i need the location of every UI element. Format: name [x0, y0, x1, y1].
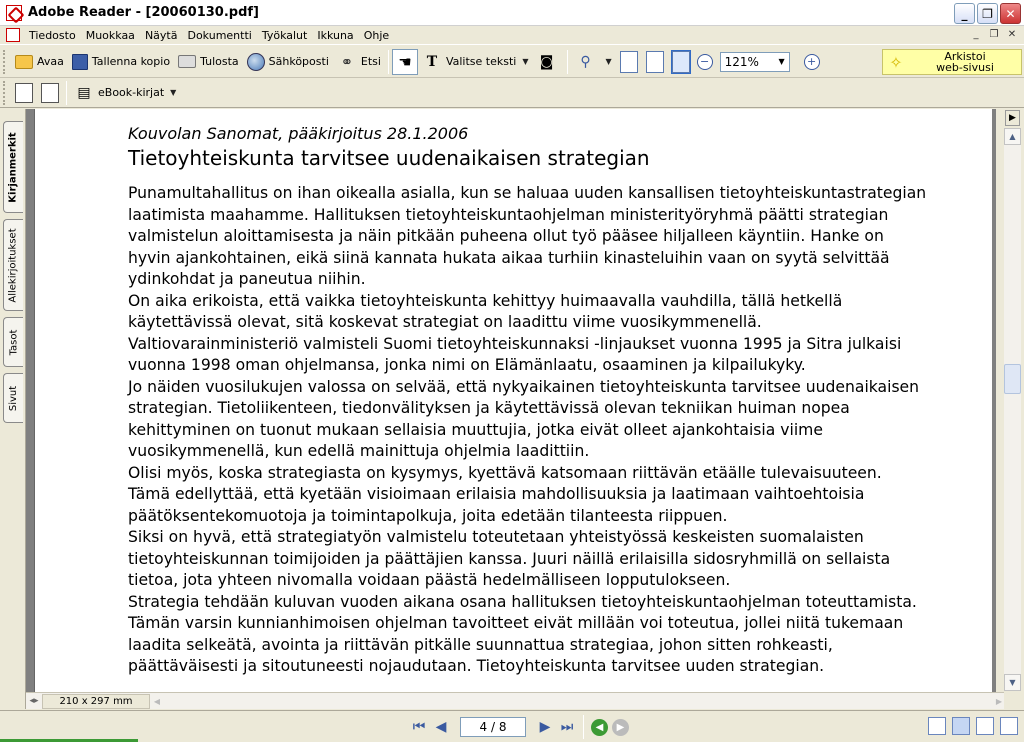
document-view[interactable]: [26, 109, 996, 692]
menu-document[interactable]: Dokumentti: [187, 28, 252, 42]
menu-edit[interactable]: Muokkaa: [85, 28, 135, 42]
previous-page-icon[interactable]: ◀: [435, 719, 447, 735]
vertical-scrollbar[interactable]: [1004, 128, 1021, 691]
toolbar-separator: [567, 50, 568, 74]
scroll-left-arrow-icon[interactable]: ◀: [153, 696, 161, 706]
select-text-button[interactable]: [418, 49, 533, 75]
scroll-up-arrow-icon[interactable]: ▲: [1004, 128, 1021, 145]
fit-width-icon[interactable]: [672, 51, 690, 73]
document-icon[interactable]: [6, 28, 20, 42]
close-button[interactable]: ✕: [1000, 3, 1021, 24]
save-copy-label: Tallenna kopio: [91, 55, 171, 68]
restore-button[interactable]: ❐: [977, 3, 998, 24]
main-toolbar: [0, 46, 1024, 78]
menu-view[interactable]: Näytä: [144, 28, 178, 42]
select-text-dropdown-icon[interactable]: ▼: [522, 57, 529, 66]
scroll-down-arrow-icon[interactable]: ▼: [1004, 674, 1021, 691]
printer-icon: [178, 55, 196, 68]
status-separator: [583, 715, 584, 739]
tab-pages-label: Sivut: [8, 385, 19, 411]
article-source: Kouvolan Sanomat, pääkirjoitus 28.1.2006: [128, 124, 469, 143]
print-button[interactable]: [174, 49, 243, 75]
rotate-page-icon[interactable]: [15, 83, 33, 103]
pdf-page: [34, 109, 992, 692]
window-title: Adobe Reader - [20060130.pdf]: [28, 5, 259, 20]
navigation-tabs: [0, 109, 26, 709]
ebooks-label: eBook-kirjat: [98, 86, 165, 99]
document-window-controls: [968, 27, 1020, 42]
title-bar: [0, 0, 1024, 26]
page-number-field[interactable]: 4 / 8: [460, 717, 526, 737]
toolbar-separator: [66, 81, 67, 105]
minimize-button[interactable]: _: [954, 3, 975, 24]
resize-handle-icon[interactable]: ◂▸: [29, 696, 39, 706]
snapshot-button[interactable]: [532, 49, 564, 75]
tab-layers[interactable]: [3, 317, 23, 367]
rotate-back-icon[interactable]: [41, 83, 59, 103]
status-bar: [0, 710, 1024, 742]
ebooks-button[interactable]: [70, 80, 180, 106]
email-label: Sähköposti: [268, 55, 329, 68]
hand-icon: ☚: [398, 52, 412, 71]
fit-page-icon[interactable]: [646, 51, 664, 73]
horizontal-scrollbar[interactable]: [26, 692, 1004, 709]
page-layout-buttons: [928, 717, 1018, 735]
first-page-icon[interactable]: ⏮: [412, 719, 426, 735]
facing-layout-icon[interactable]: [976, 717, 994, 735]
select-text-label: Valitse teksti: [445, 55, 517, 68]
zoom-in-icon[interactable]: +: [804, 54, 820, 70]
open-button[interactable]: [11, 49, 68, 75]
actual-size-icon[interactable]: [620, 51, 638, 73]
camera-icon: ◙: [539, 53, 554, 70]
ebooks-dropdown-icon[interactable]: ▼: [170, 88, 177, 97]
continuous-facing-layout-icon[interactable]: [1000, 717, 1018, 735]
article-heading: Tietoyhteiskunta tarvitsee uudenaikaisen strategian: [128, 146, 650, 170]
menu-window[interactable]: Ikkuna: [317, 28, 354, 42]
window-controls: [954, 3, 1021, 24]
tab-bookmarks[interactable]: [3, 121, 23, 213]
menu-tools[interactable]: Työkalut: [261, 28, 308, 42]
secondary-toolbar: [0, 78, 1024, 108]
archive-star-icon: ✧: [889, 52, 903, 72]
scroll-right-arrow-icon[interactable]: ▶: [995, 696, 1002, 706]
doc-restore-button[interactable]: ❐: [989, 29, 999, 40]
tab-pages[interactable]: [3, 373, 23, 423]
toolbar-separator: [388, 50, 389, 74]
next-page-icon[interactable]: ▶: [539, 719, 551, 735]
print-label: Tulosta: [200, 55, 239, 68]
save-disk-icon: [72, 54, 88, 70]
search-label: Etsi: [360, 55, 381, 68]
page-size-indicator: 210 x 297 mm: [42, 694, 150, 709]
email-button[interactable]: [243, 49, 333, 75]
magnifier-icon: ⚲: [580, 53, 591, 70]
zoom-dropdown-icon[interactable]: ▼: [778, 57, 785, 66]
email-globe-icon: [247, 53, 265, 71]
article-paragraph: Strategia tehdään kuluvan vuoden aikana osana hallituksen tietoyhteiskuntaohjelman toteuttamista. Tämän varsin kunnianhimoisen ohjelman tavoitteet eivät millään voi toteutua, jollei niitä tukemaan laadita selkeätä, avointa ja riittävän pitkälle suunnattua strategiaa, johon sitten rohkeasti, päättäväisesti ja sitoutuneesti nojaudutaan. Tietoyhteiskunta tarvitsee uuden strategian.: [128, 592, 917, 675]
doc-minimize-button[interactable]: _: [973, 29, 979, 40]
zoom-tool-button[interactable]: [571, 49, 615, 75]
open-label: Avaa: [37, 55, 64, 68]
search-button[interactable]: [333, 49, 385, 75]
tab-layers-label: Tasot: [8, 329, 19, 355]
toolbar-grip[interactable]: [3, 81, 7, 105]
article-paragraph: Olisi myös, koska strategiasta on kysymys, kyettävä katsomaan riittävän etäälle tulevaisuuteen. Tämä edellyttää, että kyetään visioimaan erilaisia mahdollisuuksia ja laatimaan vaihtoehtoisia päätöksentekomuotoja ja toimintapolkuja, joita edetään tilanteesta riippuen.: [128, 463, 882, 525]
continuous-layout-icon[interactable]: [952, 717, 970, 735]
page-navigation: [410, 715, 629, 739]
ebook-icon: ▤: [77, 84, 91, 101]
archive-label: [909, 51, 1021, 73]
toolbar-grip[interactable]: [3, 50, 7, 74]
article-paragraph: Punamultahallitus on ihan oikealla asialla, kun se haluaa uuden kansallisen tietoyhteiskuntastrategian laatimista maahamme. Hallituksen tietoyhteiskuntaohjelman ministerityöryhmä päätti strategian valmistelun aloittamisesta ja näin pitkään puheena ollut työ pääsee hiljalleen käyntiin. Hanke on hyvin ajankohtainen, eikä siinä kannata hukata aikaa turhiin kinasteluihin vaan on syytä selvittää ydinkohdat ja paneutua niihin.: [128, 184, 927, 288]
go-forward-icon[interactable]: ▶: [612, 719, 629, 736]
article-paragraph: On aika erikoista, että vaikka tietoyhteiskunta kehittyy huimaavalla vauhdilla, tällä hetkellä käytettävissä olevat, sitä koskevat strategiat on laadittu viime vuosikymmenellä.: [128, 291, 843, 331]
adobe-reader-icon: [6, 5, 22, 21]
article-paragraph: Siksi on hyvä, että strategiatyön valmistelu toteutetaan yhteistyössä keskeisten suomalaisten tietoyhteiskunnan toimijoiden ja päättäjien kanssa. Juuri näillä erilaisilla sidosryhmillä on sellaista tietoa, jota yhteen nivomalla voidaan päästä hedelmälliseen lopputulokseen.: [128, 528, 891, 589]
menu-help[interactable]: Ohje: [363, 28, 390, 42]
expand-panel-arrow-icon[interactable]: ▶: [1005, 110, 1020, 126]
text-cursor-icon: T: [426, 53, 438, 70]
tab-signatures-label: Allekirjoitukset: [8, 227, 19, 303]
go-back-icon[interactable]: ◀: [591, 719, 608, 736]
article-paragraph: Valtiovarainministeriö valmisteli Suomi tietoyhteiskunnaksi -linjaukset vuonna 1995 ja Sitra julkaisi vuonna 1998 oman ohjelmansa, jonka nimi on Elämänlaatu, osaaminen ja kilpailukyky.: [128, 334, 902, 374]
zoom-tool-dropdown-icon[interactable]: ▼: [605, 57, 612, 66]
menu-bar: [0, 26, 1024, 45]
menu-file[interactable]: Tiedosto: [29, 28, 76, 42]
archive-label-line2: web-sivusi: [936, 61, 994, 74]
zoom-level-value: 121%: [724, 54, 759, 69]
single-page-layout-icon[interactable]: [928, 717, 946, 735]
last-page-icon[interactable]: ⏭: [560, 719, 574, 735]
tab-bookmarks-label: Kirjanmerkit: [8, 131, 19, 203]
tab-signatures[interactable]: [3, 219, 23, 311]
zoom-out-icon[interactable]: −: [697, 54, 713, 70]
archive-web-button[interactable]: [882, 49, 1022, 75]
article-paragraph: Jo näiden vuosilukujen valossa on selvää, että nykyaikainen tietoyhteiskunta tarvitsee uudenaikaisen strategian. Tietoliikenteen, tiedonvälityksen ja käytettävissä olevan tekniikan huiman nopea kehittyminen on tuonut mukaan sellaisia muuttujia, jotka eivät olleet ajankohtaisia viime vuosikymmenellä, kun edellä mainittuja ohjelmia laadittiin.: [128, 377, 920, 460]
save-copy-button[interactable]: [68, 49, 174, 75]
hand-tool-button[interactable]: [392, 49, 418, 75]
binoculars-icon: ⚭: [340, 52, 354, 71]
scrollbar-thumb[interactable]: [1004, 364, 1021, 394]
archive-label-line1: Arkistoi: [944, 50, 986, 63]
folder-icon: [15, 55, 33, 69]
zoom-level-field[interactable]: [720, 52, 790, 72]
doc-close-button[interactable]: ✕: [1007, 29, 1017, 40]
